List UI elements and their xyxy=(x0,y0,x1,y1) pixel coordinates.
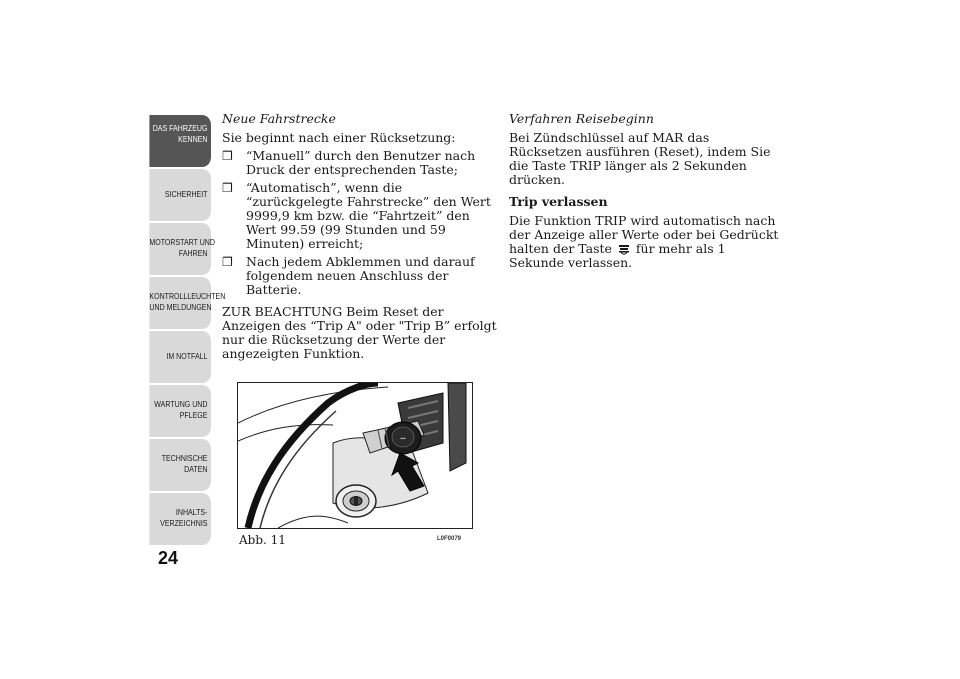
trip-button-icon xyxy=(618,244,630,255)
tab-label: SICHERHEIT xyxy=(164,190,208,199)
tab-label: WARTUNG UND xyxy=(154,400,208,409)
intro-text: Sie beginnt nach einer Rücksetzung: xyxy=(222,130,456,145)
reset-conditions-list xyxy=(222,149,497,297)
tab-wartung-und-pflege[interactable] xyxy=(149,385,211,437)
steering-column-illustration xyxy=(238,383,472,528)
list-item xyxy=(222,181,497,251)
tab-inhaltsverzeichnis[interactable] xyxy=(149,493,211,545)
trip-exit-text-end: für mehr als 1 Sekunde verlassen. xyxy=(509,241,726,270)
tab-sicherheit[interactable] xyxy=(149,169,211,221)
tab-label: KONTROLLLEUCHTEN xyxy=(149,292,226,301)
tab-label: PFLEGE xyxy=(179,411,208,420)
tab-label: KENNEN xyxy=(178,135,208,144)
right-column xyxy=(509,112,784,278)
tab-das-fahrzeug-kennen[interactable] xyxy=(149,115,211,167)
tab-label: MOTORSTART UND xyxy=(149,238,215,247)
left-column xyxy=(222,112,497,369)
tab-motorstart-und-fahren[interactable] xyxy=(149,223,215,275)
checkbox-bullet-icon: ❒ xyxy=(222,149,233,163)
section-heading-verfahren-reisebeginn: Verfahren Reisebeginn xyxy=(509,111,654,126)
reset-procedure-text: Bei Zündschlüssel auf MAR das Rücksetzen ausführen (Reset), indem Sie die Taste TRIP länger als 2 Sekunden drücken. xyxy=(509,130,771,187)
list-item-text: Nach jedem Abklemmen und darauf folgendem neuen Anschluss der Batterie. xyxy=(246,254,475,297)
note-text: ZUR BEACHTUNG Beim Reset der Anzeigen des “Trip A" oder "Trip B” erfolgt nur die Rücksetzung der Werte der angezeigten Funktion. xyxy=(222,304,497,361)
tab-label: IM NOTFALL xyxy=(166,352,208,361)
tab-label: DATEN xyxy=(184,465,208,474)
stalk-knob-markings: ▪▪▪ xyxy=(400,436,406,442)
page-number: 24 xyxy=(158,548,179,568)
checkbox-bullet-icon: ❒ xyxy=(222,181,233,195)
tab-label: TECHNISCHE xyxy=(161,454,208,463)
trip-exit-text-start: Die Funktion TRIP wird automatisch nach der Anzeige aller Werte oder bei Gedrückt halten der Taste xyxy=(509,213,779,256)
trip-exit-text xyxy=(509,214,784,270)
section-heading-neue-fahrstrecke: Neue Fahrstrecke xyxy=(222,111,336,126)
list-item-text: “Manuell” durch den Benutzer nach Druck der entsprechenden Taste; xyxy=(246,148,476,177)
tab-label: FAHREN xyxy=(178,249,208,258)
list-item-text: “Automatisch”, wenn die “zurückgelegte Fahrstrecke” den Wert 9999,9 km bzw. die “Fahrtzeit” den Wert 99.59 (99 Stunden und 59 Minuten) erreicht; xyxy=(246,180,491,251)
tab-label: INHALTS- xyxy=(175,508,208,517)
checkbox-bullet-icon: ❒ xyxy=(222,255,233,269)
tab-label: VERZEICHNIS xyxy=(160,519,208,528)
list-item xyxy=(222,149,497,177)
section-heading-trip-verlassen: Trip verlassen xyxy=(509,194,608,209)
list-item xyxy=(222,255,497,297)
tab-kontrollleuchten-und-meldungen[interactable] xyxy=(149,277,226,329)
figure-caption: Abb. 11 xyxy=(239,533,286,547)
tab-im-notfall[interactable] xyxy=(149,331,211,383)
tab-label: UND MELDUNGEN xyxy=(149,303,212,312)
tab-technische-daten[interactable] xyxy=(149,439,211,491)
figure-steering-stalk xyxy=(237,382,473,529)
figure-code: L0F0079 xyxy=(437,536,462,542)
tab-label: DAS FAHRZEUG xyxy=(152,124,208,133)
